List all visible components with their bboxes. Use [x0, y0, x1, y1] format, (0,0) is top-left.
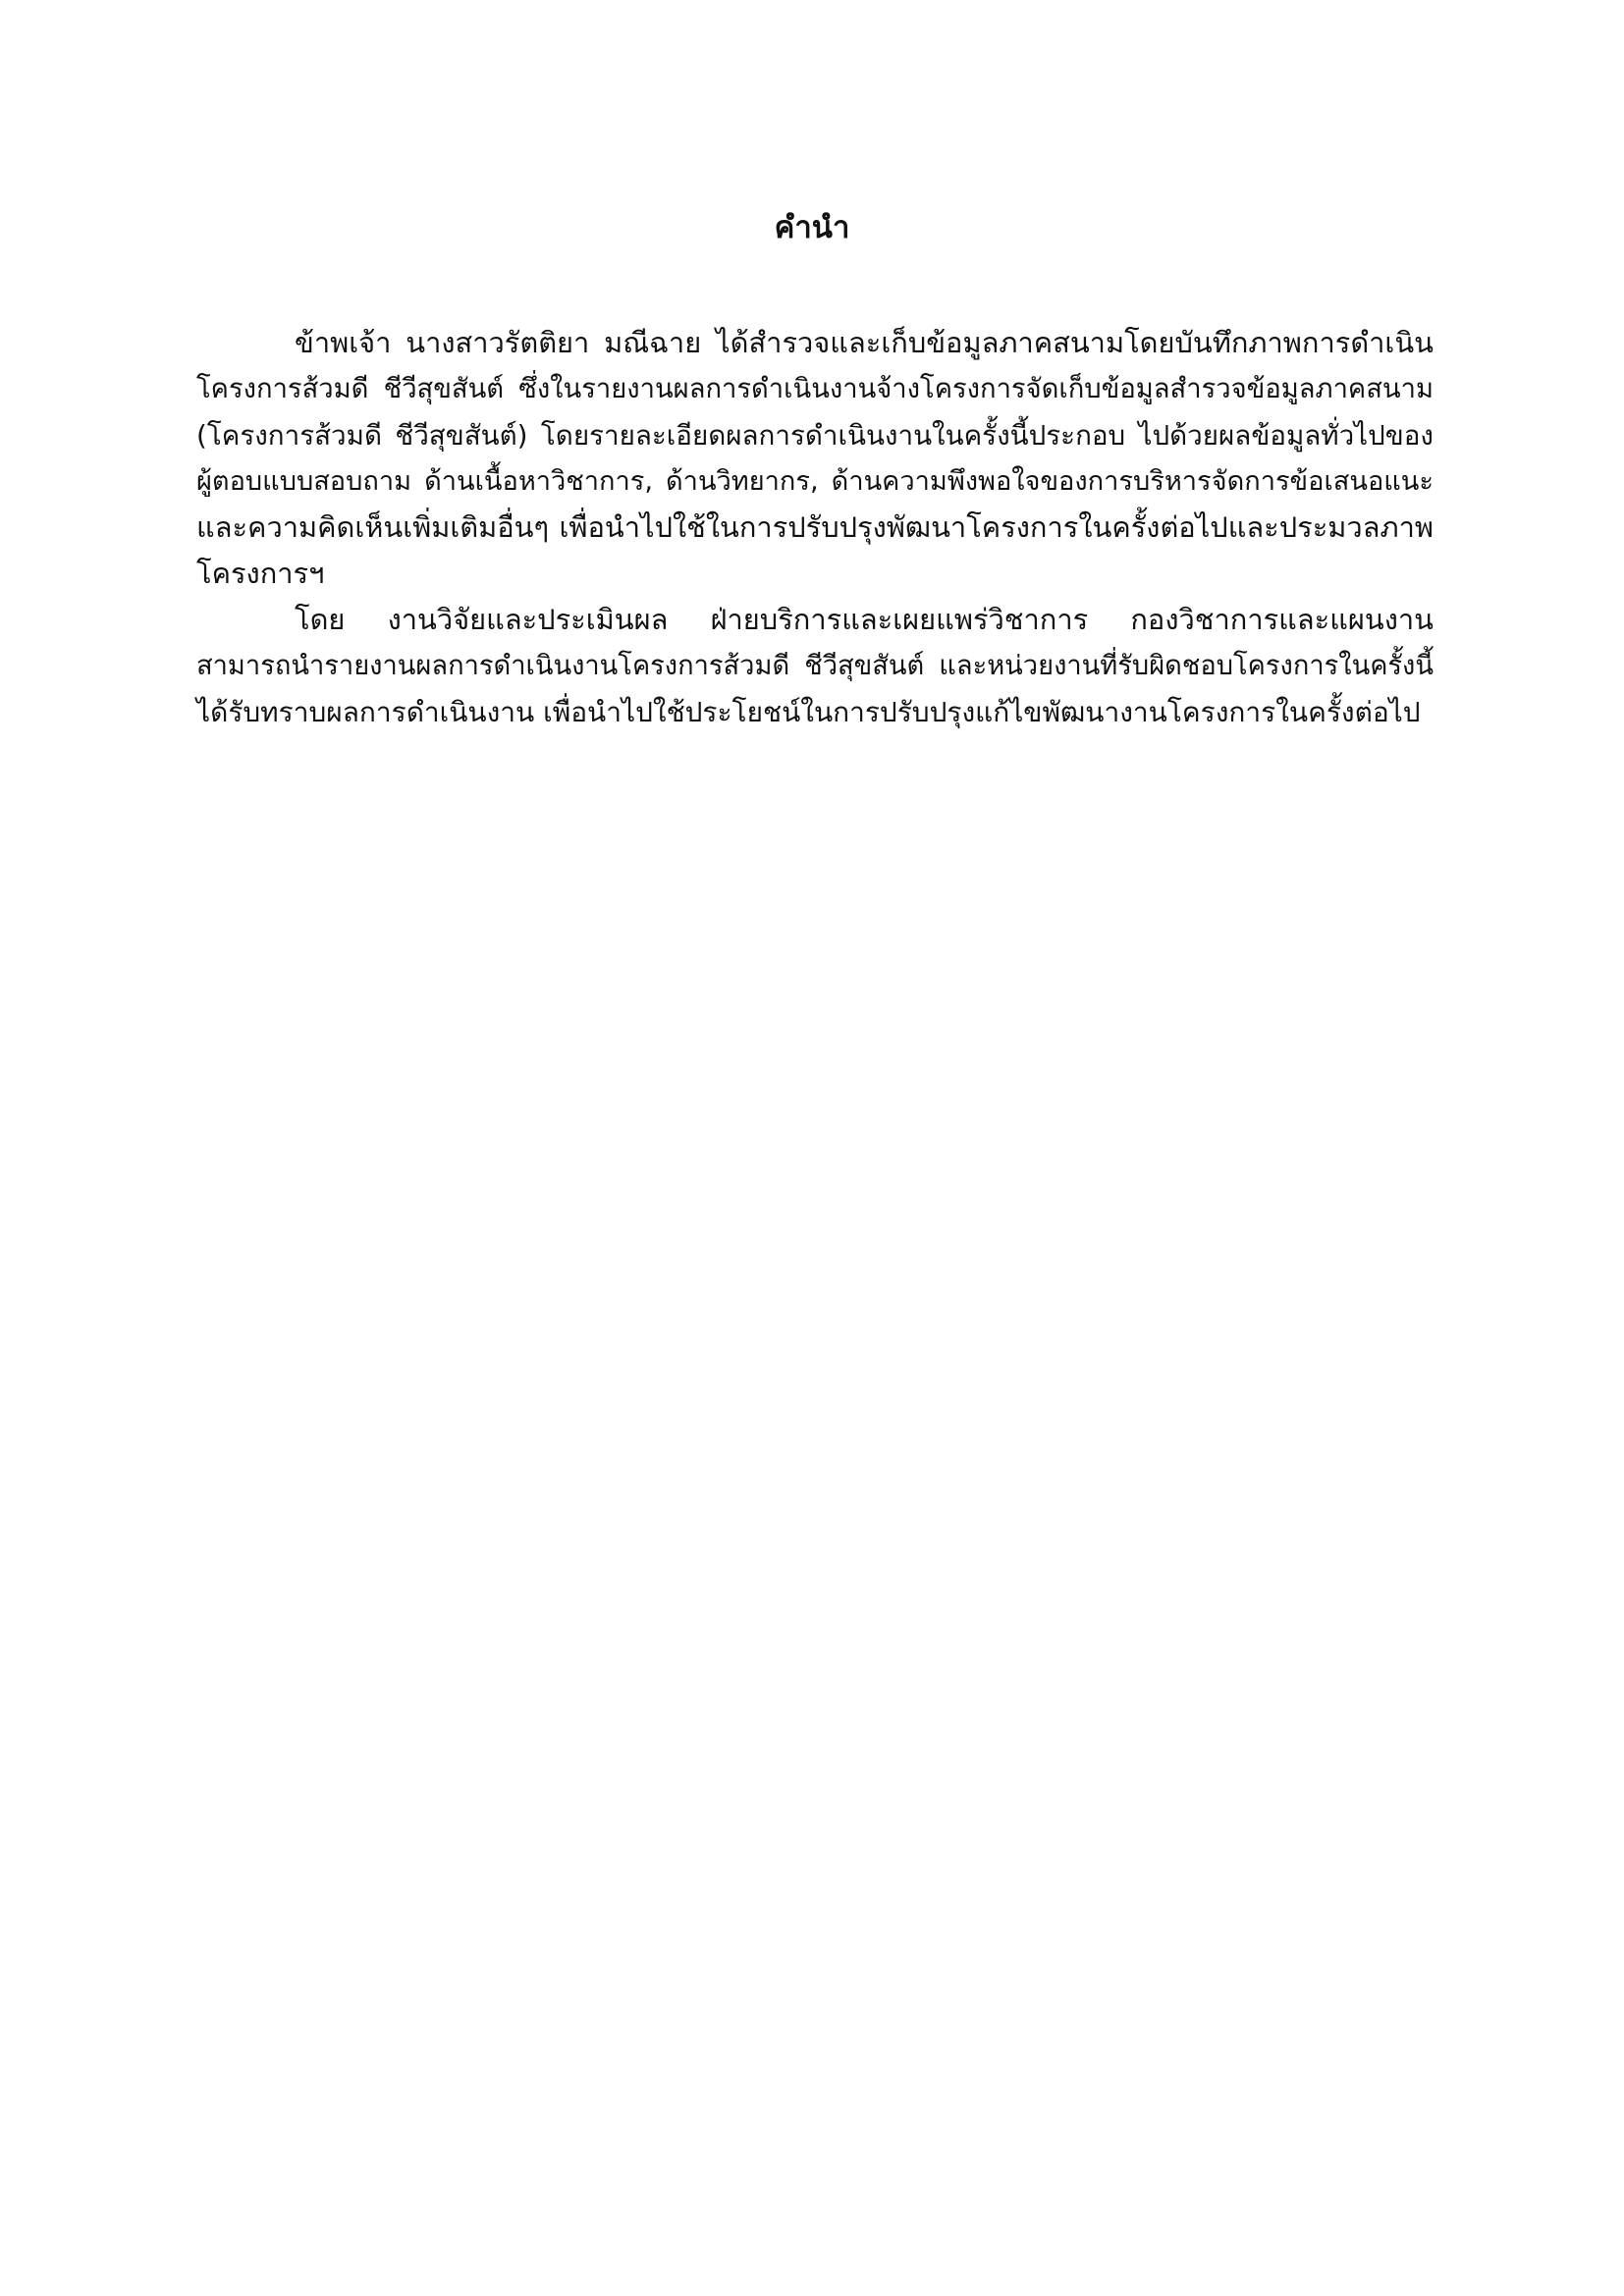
paragraph-purpose [196, 597, 1434, 735]
paragraph-line: และความคิดเห็นเพิ่มเติมอื่นๆ เพื่อนำไปใช้ในการปรับปรุงพัฒนาโครงการในครั้งต่อไปและประมวลภาพ [196, 510, 1434, 544]
paragraph-line: โครงการส้วมดี ชีวีสุขสันต์ ซึ่งในรายงานผลการดำเนินงานจ้างโครงการจัดเก็บข้อมูลสำรวจข้อมูลภาคสนาม [196, 374, 1434, 404]
paragraph-line: โดย งานวิจัยและประเมินผล ฝ่ายบริการและเผยแพร่วิชาการ กองวิชาการและแผนงาน [295, 603, 1434, 636]
paragraph-line: โครงการฯ [196, 557, 325, 590]
paragraph-line: ข้าพเจ้า นางสาวรัตติยา มณีฉาย ได้สำรวจและเก็บข้อมูลภาคสนามโดยบันทึกภาพการดำเนิน [295, 326, 1434, 359]
paragraph-line: ผู้ตอบแบบสอบถาม ด้านเนื้อหาวิชาการ, ด้านวิทยากร, ด้านความพึงพอใจของการบริหารจัดการข้อเสนอแนะ [196, 466, 1434, 497]
paragraph-line: สามารถนำรายงานผลการดำเนินงานโครงการส้วมดี ชีวีสุขสันต์ และหน่วยงานที่รับผิดชอบโครงการในครั้งนี้ [196, 651, 1434, 681]
paragraph-introduction [196, 320, 1434, 597]
paragraph-line: ได้รับทราบผลการดำเนินงาน เพื่อนำไปใช้ประโยชน์ในการปรับปรุงแก้ไขพัฒนางานโครงการในครั้งต่อไป [196, 696, 1421, 728]
document-body [196, 320, 1434, 735]
paragraph-line: (โครงการส้วมดี ชีวีสุขสันต์) โดยรายละเอียดผลการดำเนินงานในครั้งนี้ประกอบ ไปด้วยผลข้อมูลทั่วไปของ [196, 419, 1434, 452]
page-title: คำนำ [774, 210, 850, 245]
